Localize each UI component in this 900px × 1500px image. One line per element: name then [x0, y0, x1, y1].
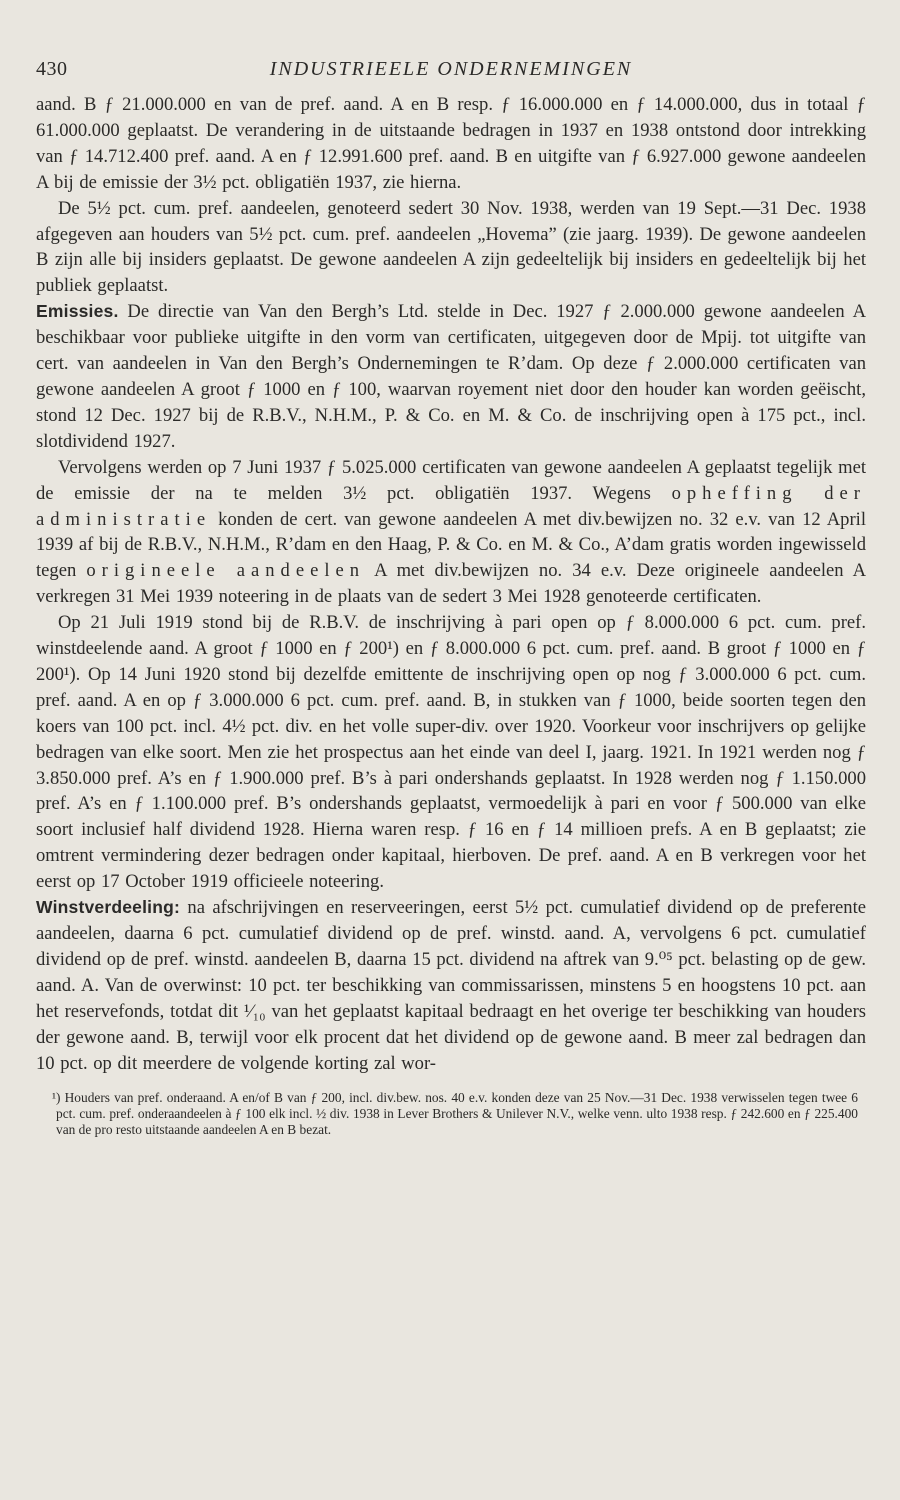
paragraph-winstverdeeling — [36, 895, 866, 1076]
running-title: INDUSTRIEELE ONDERNEMINGEN — [269, 58, 633, 80]
paragraph-text: na afschrijvingen en reserveeringen, eerst 5½ pct. cumulatief dividend op de preferente aandeelen, daarna 6 pct. cumulatief dividend op de pref. winstd. aand. A, vervolgens 6 pct. cumulatief dividend op de pref. winstd. aandeelen B, daarna 15 pct. dividend na aftrek van 9.⁰⁵ pct. belasting op de gew. aand. A. Van de overwinst: 10 pct. ter beschikking van commissarissen, minstens 5 en hoogstens 10 pct. aan het reservefonds, totdat dit ¹⁄₁₀ van het geplaatst kapitaal bedraagt en het overige ter beschikking van houders der gewone aand. B, terwijl voor elk procent dat het dividend op de gewone aand. B meer zal bedragen dan 10 pct. op dit meerdere de volgende korting zal wor- — [36, 897, 866, 1074]
emphasized-text: opheffing der administratie — [36, 482, 866, 530]
section-heading-emissies: Emissies. — [36, 301, 119, 322]
paragraph-certificates — [36, 455, 866, 610]
paragraph-text: A met div.bewijzen no. 34 e.v. Deze origineele aandeelen A verkregen 31 Mei 1939 noteering in de plaats van de sedert 3 Mei 1928 genoteerde certificaten. — [36, 560, 867, 608]
body-text — [36, 92, 866, 1076]
paragraph-subscriptions — [36, 610, 866, 895]
paragraph-text: De 5½ pct. cum. pref. aandeelen, genoteerd sedert 30 Nov. 1938, werden van 19 Sept.—31 Dec. 1938 afgegeven aan houders van 5½ pct. cum. pref. aandeelen „Hovema” (zie jaarg. 1939). De gewone aandeelen B zijn alle bij insiders geplaatst. De gewone aandeelen A zijn gedeeltelijk bij insiders en gedeeltelijk bij het publiek geplaatst. — [36, 197, 866, 297]
paragraph-text: konden de cert. van gewone aandeelen A met div.bewijzen no. 32 e.v. van 12 April 1939 af bij de R.B.V., N.H.M., R’dam en den Haag, P. & Co. en M. & Co., A’dam gratis worden ingewisseld tegen — [36, 508, 866, 582]
paragraph-emissies — [36, 299, 866, 454]
emphasized-text: origineele aandeelen — [86, 560, 366, 582]
paragraph-text: Vervolgens werden op 7 Juni 1937 ƒ 5.025.000 certificaten van gewone aandeelen A geplaatst tegelijk met de emissie der na te melden 3½ pct. obligatiën 1937. Wegens — [36, 456, 866, 504]
footnote-1 — [52, 1090, 858, 1138]
paragraph-text: De directie van Van den Bergh’s Ltd. stelde in Dec. 1927 ƒ 2.000.000 gewone aandeelen A beschikbaar voor publieke uitgifte in den vorm van certificaten, uitgegeven door de Mpij. tot uitgifte van cert. van aandeelen in Van den Bergh’s Ondernemingen te R’dam. Op deze ƒ 2.000.000 certificaten van gewone aandeelen A groot ƒ 1000 en ƒ 100, waarvan royement niet door den houder kan worden geëischt, stond 12 Dec. 1927 bij de R.B.V., N.H.M., P. & Co. en M. & Co. de inschrijving open à 175 pct., incl. slotdividend 1927. — [36, 301, 866, 452]
paragraph-preferred-shares — [36, 196, 866, 300]
footnote-text: ¹) Houders van pref. onderaand. A en/of B van ƒ 200, incl. div.bew. nos. 40 e.v. konden deze van 25 Nov.—31 Dec. 1938 verwisselen tegen twee 6 pct. cum. pref. onderaandeelen à ƒ 100 elk incl. ½ div. 1938 in Lever Brothers & Unilever N.V., welke venn. ulto 1938 resp. ƒ 242.600 en ƒ 225.400 van de pro resto uitstaande aandeelen A en B bezat. — [52, 1090, 858, 1138]
paragraph-text: Op 21 Juli 1919 stond bij de R.B.V. de inschrijving à pari open op ƒ 8.000.000 6 pct. cum. pref. winstdeelende aand. A groot ƒ 1000 en ƒ 200¹) en ƒ 8.000.000 6 pct. cum. pref. aand. B groot ƒ 1000 en ƒ 200¹). Op 14 Juni 1920 stond bij dezelfde emittente de inschrijving open op nog ƒ 3.000.000 6 pct. cum. pref. aand. A en op ƒ 3.000.000 6 pct. cum. pref. aand. B, in stukken van ƒ 1000, beide soorten tegen den koers van 100 pct. incl. 4½ pct. div. en het volle super-div. over 1920. Voorkeur voor inschrijvers op gelijke bedragen van elke soort. Men zie het prospectus aan het einde van deel I, jaarg. 1921. In 1921 werden nog ƒ 3.850.000 pref. A’s en ƒ 1.900.000 pref. B’s à pari ondershands geplaatst. In 1928 werden nog ƒ 1.150.000 pref. A’s en ƒ 1.100.000 pref. B’s ondershands geplaatst, vermoedelijk à pari en voor ƒ 500.000 van elke soort inclusief half dividend 1928. Hierna waren resp. ƒ 16 en ƒ 14 millioen prefs. A en B geplaatst; zie omtrent vermindering dezer bedragen onder kapitaal, hierboven. De pref. aand. A en B verkregen voor het eerst op 17 October 1919 officieele noteering. — [36, 612, 866, 893]
footnotes — [36, 1090, 866, 1137]
paragraph-capital-continued — [36, 92, 866, 196]
section-heading-winstverdeeling: Winstverdeeling: — [36, 897, 181, 918]
paragraph-text: aand. B ƒ 21.000.000 en van de pref. aand. A en B resp. ƒ 16.000.000 en ƒ 14.000.000, dus in totaal ƒ 61.000.000 geplaatst. De verandering in de uitstaande bedragen in 1937 en 1938 ontstond door intrekking van ƒ 14.712.400 pref. aand. A en ƒ 12.991.600 pref. aand. B en uitgifte van ƒ 6.927.000 gewone aandeelen A bij de emissie der 3½ pct. obligatiën 1937, zie hierna. — [36, 94, 866, 193]
page-number: 430 — [36, 58, 68, 80]
running-head — [36, 58, 866, 92]
